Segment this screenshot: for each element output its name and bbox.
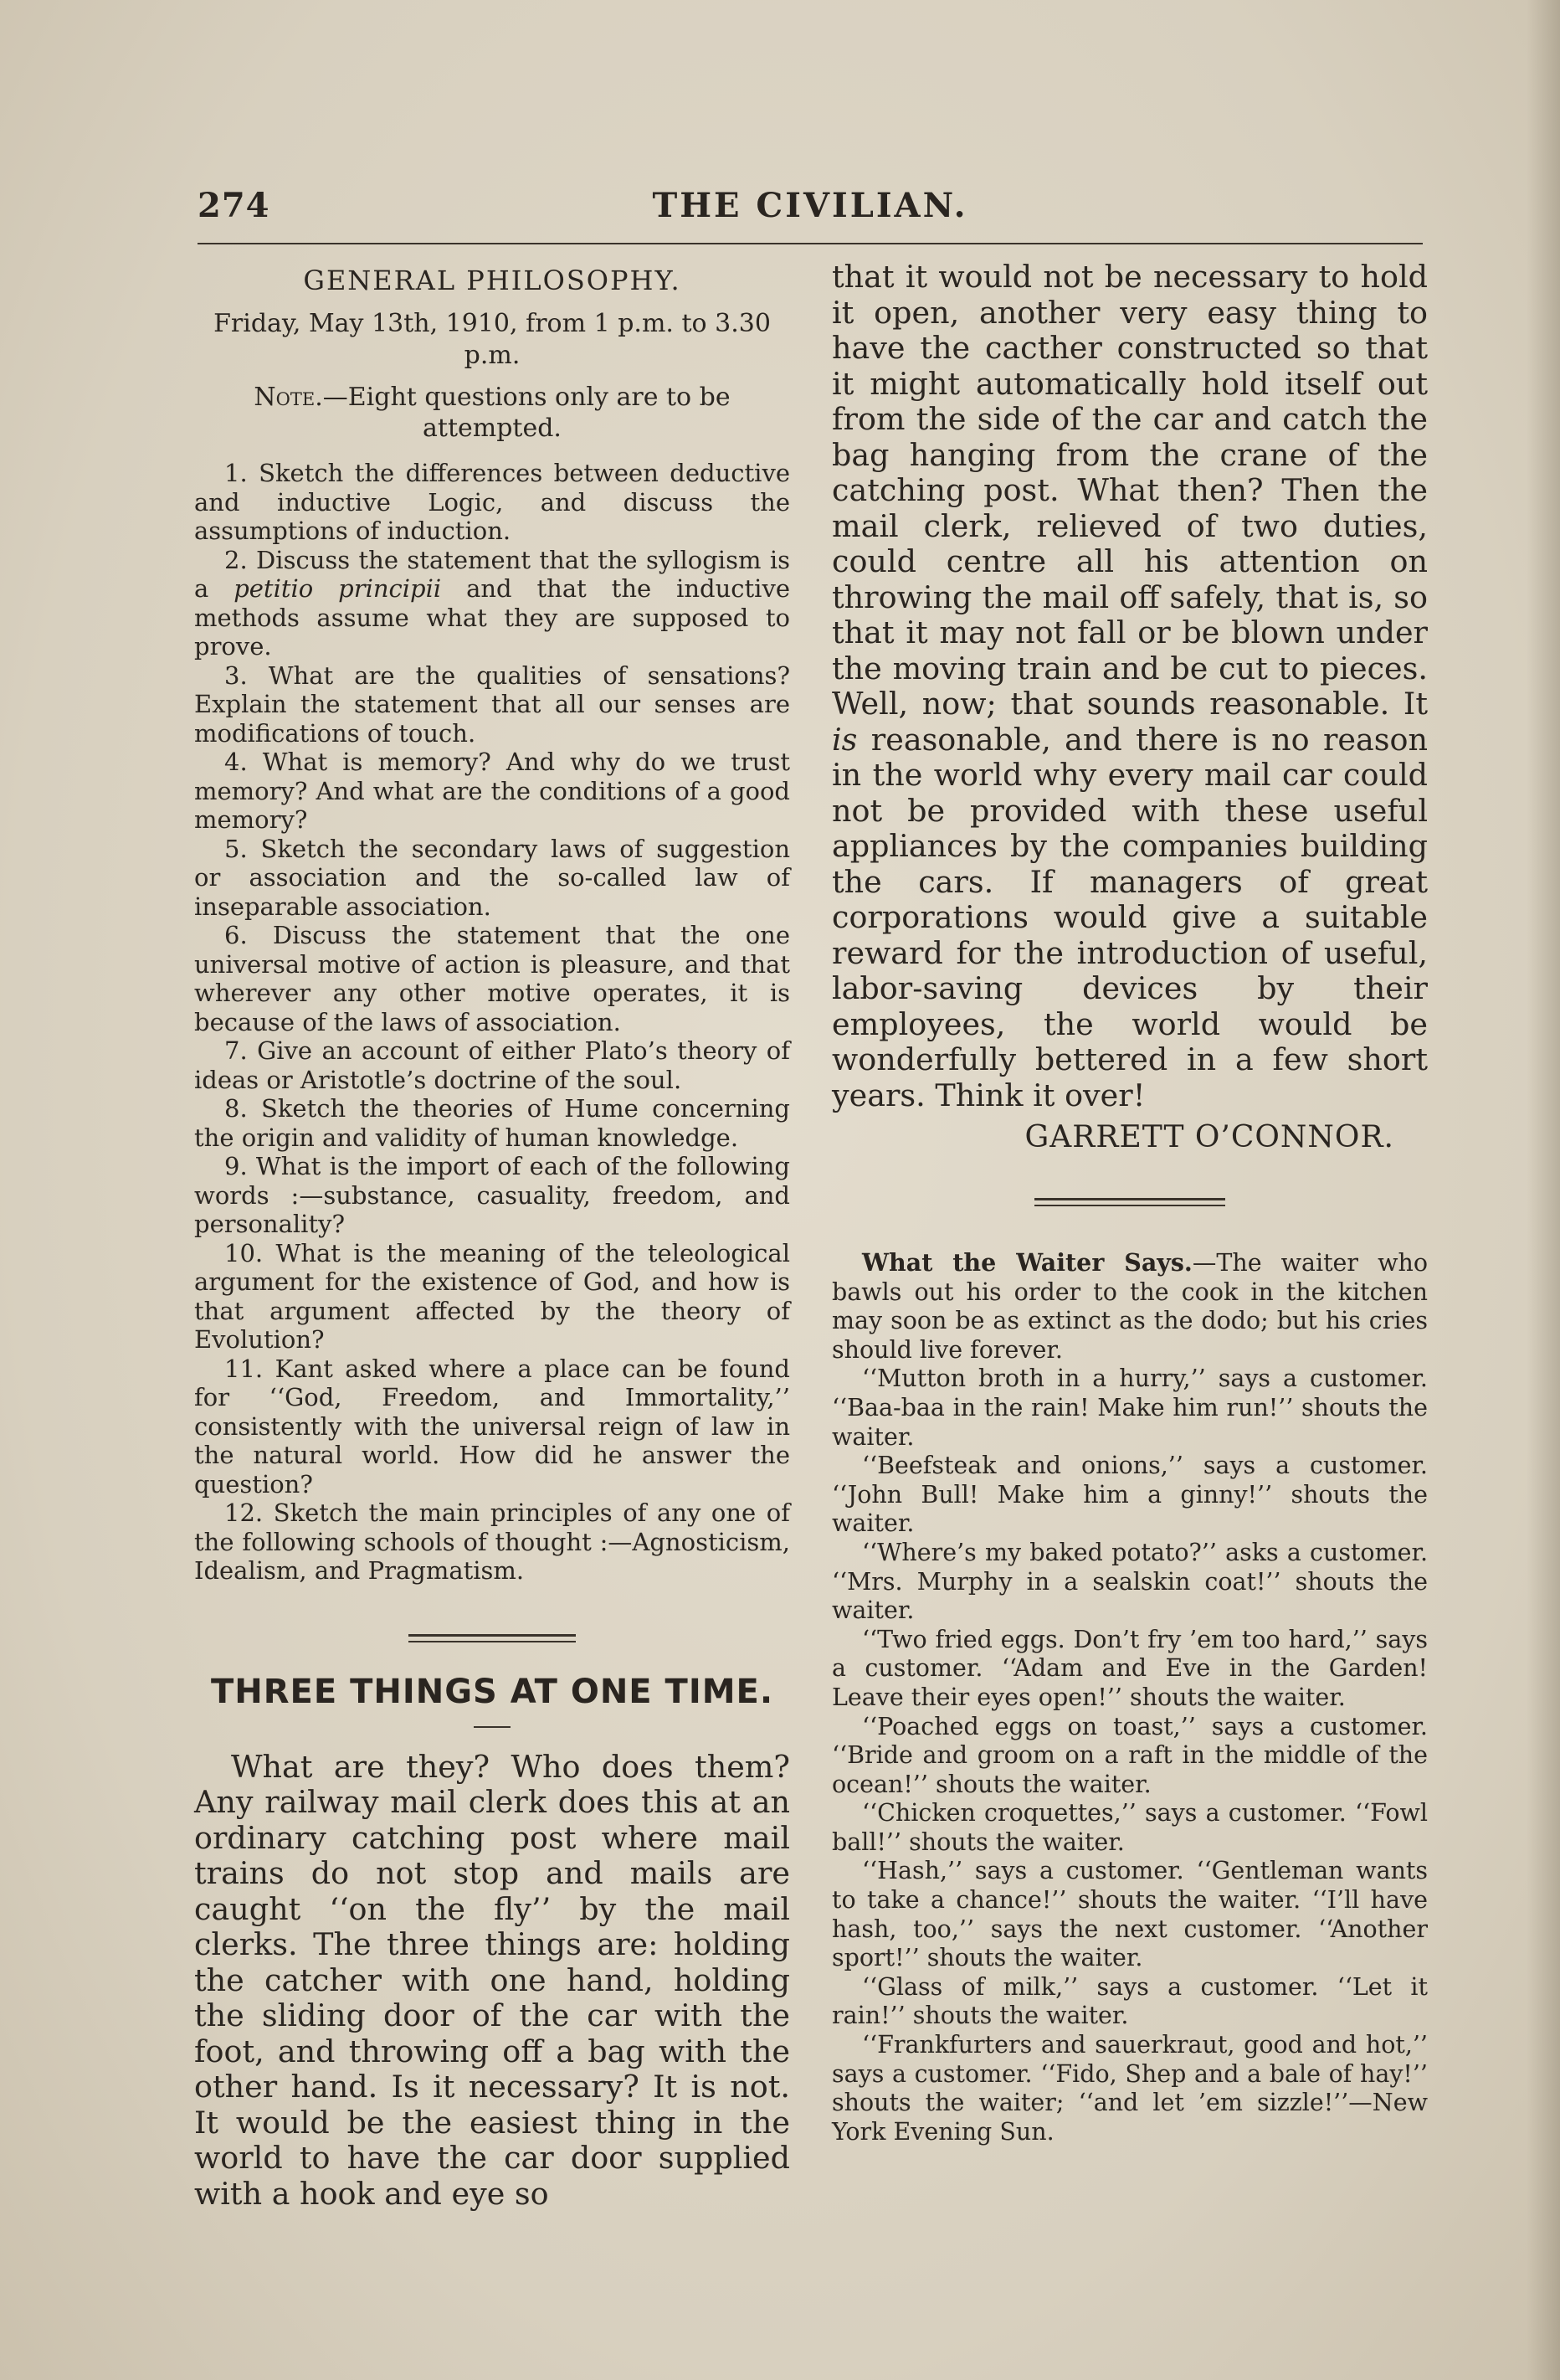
three-things-paragraph-left: What are they? Who does them? Any railway mail clerk does this at an ordinary catching post where mail trains do not stop and mails are caught ‘‘on the fly’’ by the mail clerks. The three things are: holding the catcher with one hand, holding the sliding door of the car with the foot, and throwing off a bag with the other hand. Is it necessary? It is not. It would be the easiest thing in the world to have the car door supplied with a hook and eye so	[194, 1748, 790, 2212]
exam-date: Friday, May 13th, 1910, from 1 p.m. to 3.30 p.m.	[213, 309, 771, 370]
left-column	[194, 260, 790, 2212]
exam-heading: GENERAL PHILOSOPHY.	[303, 265, 681, 296]
question-2-end: and that the inductive methods assume what they are supposed to prove.	[194, 574, 790, 661]
question-4: 4. What is memory? And why do we trust memory? And what are the conditions of a good memory?	[194, 748, 790, 834]
para-right-start: that it would not be necessary to hold it open, another very easy thing to have the cacther constructed so that it might automatically hold itself out from the side of the car and catch the bag hanging from the crane of the catching post. What then? Then the mail clerk, relieved of two duties, could centre all his attention on throwing the mail off safely, that is, so that it may not fall or be blown under the moving train and be cut to pieces. Well, now; that sounds reasonable. It	[832, 259, 1428, 722]
question-3: 3. What are the qualities of sensations? Explain the statement that all our senses are modifications of touch.	[194, 661, 790, 748]
waiter-exchange: ‘‘Chicken croquettes,’’ says a customer. ‘‘Fowl ball!’’ shouts the waiter.	[832, 1799, 1428, 1856]
question-5: 5. Sketch the secondary laws of suggestion or association and the so-called law of inseparable association.	[194, 834, 790, 921]
waiter-exchange: ‘‘Mutton broth in a hurry,’’ says a customer. ‘‘Baa-baa in the rain! Make him run!’’ shouts the waiter.	[832, 1365, 1428, 1451]
three-things-heading: THREE THINGS AT ONE TIME.	[210, 1672, 774, 1711]
page-header	[198, 186, 1423, 236]
waiter-exchange: ‘‘Two fried eggs. Don’t fry ’em too hard,’’ says a customer. ‘‘Adam and Eve in the Garden! Leave their eyes open!’’ shouts the waiter.	[832, 1625, 1428, 1711]
question-9: 9. What is the import of each of the following words :—substance, casuality, freedom, and personality?	[194, 1152, 790, 1238]
question-1: 1. Sketch the differences between deductive and inductive Logic, and discuss the assumptions of induction.	[194, 459, 790, 545]
right-column	[832, 260, 1428, 2146]
heading-rule	[474, 1726, 511, 1728]
note-text: —Eight questions only are to be attempted.	[322, 383, 731, 443]
question-2-italic: petitio principii	[233, 574, 442, 603]
waiter-exchange: ‘‘Beefsteak and onions,’’ says a customer. ‘‘John Bull! Make him a ginny!’’ shouts the waiter.	[832, 1452, 1428, 1538]
waiter-exchange: ‘‘Where’s my baked potato?’’ asks a customer. ‘‘Mrs. Murphy in a sealskin coat!’’ shouts the waiter.	[832, 1538, 1428, 1625]
waiter-exchange: ‘‘Frankfurters and sauerkraut, good and hot,’’ says a customer. ‘‘Fido, Shep and a bale of hay!’’ shouts the waiter; ‘‘and let ’em sizzle!’’—New York Evening Sun.	[832, 2031, 1428, 2146]
para-right-italic: is	[832, 721, 858, 758]
waiter-exchange: ‘‘Poached eggs on toast,’’ says a customer. ‘‘Bride and groom on a raft in the middle of the ocean!’’ shouts the waiter.	[832, 1712, 1428, 1798]
header-rule	[198, 243, 1423, 244]
author-signature: GARRETT O’CONNOR.	[1024, 1120, 1394, 1154]
section-divider-right	[1034, 1198, 1225, 1206]
waiter-intro-text: —The waiter who bawls out his order to the cook in the kitchen may soon be as extinct as the dodo; but his cries should live forever.	[832, 1249, 1429, 1364]
question-6: 6. Discuss the statement that the one universal motive of action is pleasure, and that wherever any other motive operates, it is because of the laws of association.	[194, 921, 790, 1036]
page-edge-shadow	[1527, 0, 1560, 2380]
question-7: 7. Give an account of either Plato’s theory of ideas or Aristotle’s doctrine of the soul.	[194, 1036, 790, 1094]
section-divider	[408, 1634, 576, 1642]
journal-title: THE CIVILIAN.	[652, 186, 968, 225]
question-list	[194, 459, 790, 1586]
waiter-exchange: ‘‘Glass of milk,’’ says a customer. ‘‘Let it rain!’’ shouts the waiter.	[832, 1972, 1428, 2030]
waiter-exchange: ‘‘Hash,’’ says a customer. ‘‘Gentleman wants to take a chance!’’ shouts the waiter. ‘‘I’ll have hash, too,’’ says the next customer. ‘‘Another sport!’’ shouts the waiter.	[832, 1857, 1428, 1972]
page-number: 274	[198, 186, 270, 225]
question-8: 8. Sketch the theories of Hume concerning the origin and validity of human knowledge.	[194, 1094, 790, 1152]
waiter-intro	[832, 1248, 1428, 1365]
three-things-paragraph-right	[832, 260, 1428, 1113]
waiter-title: What the Waiter Says.	[862, 1248, 1193, 1277]
exam-note	[194, 382, 790, 444]
note-label: Note.	[254, 383, 323, 412]
question-10: 10. What is the meaning of the teleological argument for the existence of God, and how is that argument affected by the theory of Evolution?	[194, 1238, 790, 1354]
question-11: 11. Kant asked where a place can be found for ‘‘God, Freedom, and Immortality,’’ consistently with the universal reign of law in the natural world. How did he answer the question?	[194, 1354, 790, 1498]
para-right-end: reasonable, and there is no reason in the world why every mail car could not be provided with these useful appliances by the companies building the cars. If managers of great corporations would give a suitable reward for the introduction of useful, labor-saving devices by their employees, the world would be wonderfully bettered in a few short years. Think it over!	[832, 721, 1428, 1113]
question-12: 12. Sketch the main principles of any one of the following schools of thought :—Agnosticism, Idealism, and Pragmatism.	[194, 1498, 790, 1585]
question-2	[194, 546, 790, 661]
question-2-start: 2. Discuss the statement that the syllogism is a	[194, 545, 790, 603]
